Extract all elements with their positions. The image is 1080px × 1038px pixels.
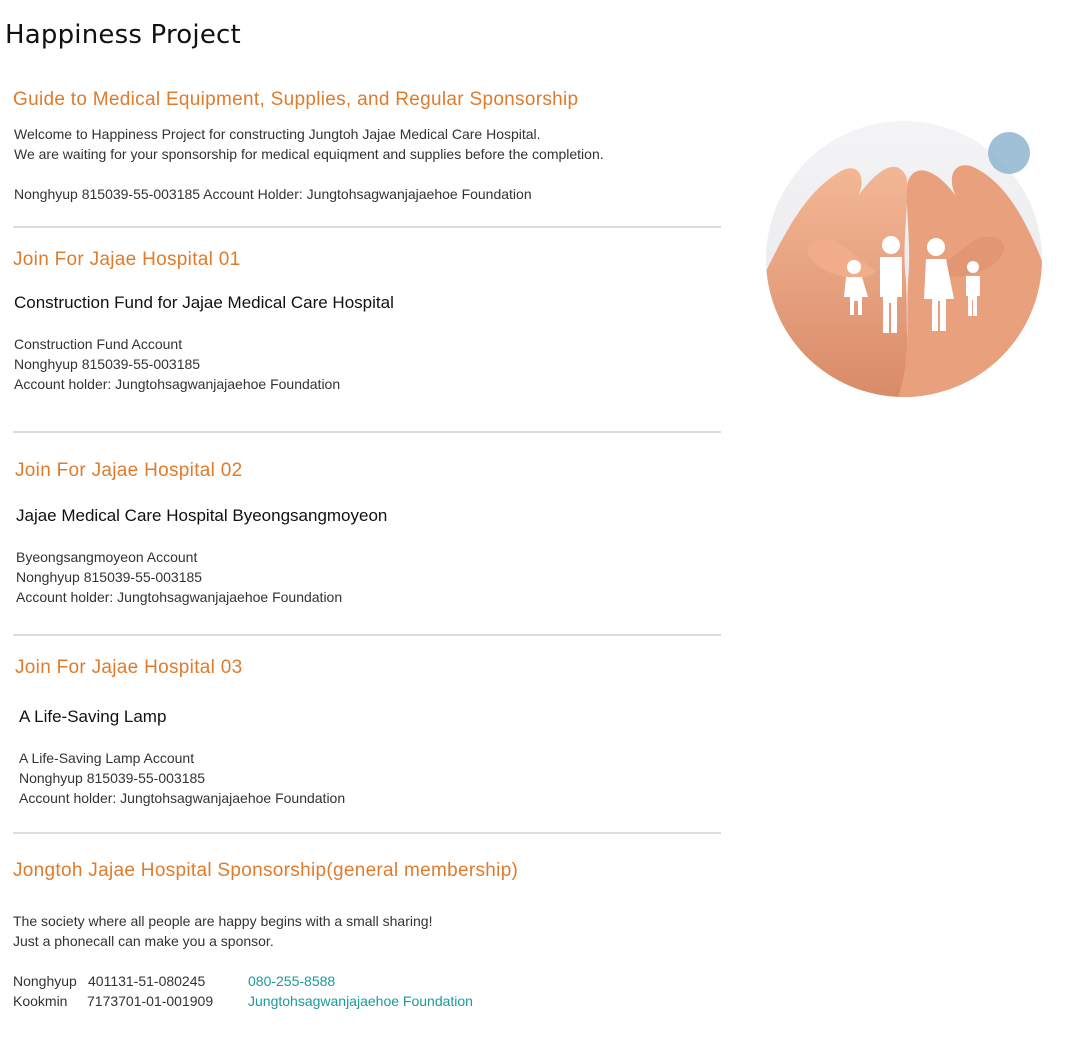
section-02-subtitle: Jajae Medical Care Hospital Byeongsangmoyeon (16, 506, 388, 525)
decorative-bubble (988, 132, 1030, 174)
divider (13, 634, 721, 636)
phone-link[interactable]: 080-255-8588 (248, 973, 336, 989)
section-03-account-name: A Life-Saving Lamp Account (19, 750, 195, 766)
section-03-holder: Account holder: Jungtohsagwanjajaehoe Foundation (19, 790, 346, 806)
section-02-heading: Join For Jajae Hospital 02 (15, 460, 243, 481)
page-title: Happiness Project (5, 20, 241, 50)
intro-account: Nonghyup 815039-55-003185 Account Holder: Jungtohsagwanjajaehoe Foundation (14, 186, 532, 202)
section-03-details (19, 748, 345, 808)
section-01-subtitle: Construction Fund for Jajae Medical Care Hospital (14, 293, 394, 312)
divider (13, 226, 721, 228)
section-01-holder: Account holder: Jungtohsagwanjajaehoe Foundation (14, 376, 341, 392)
foundation-link[interactable]: Jungtohsagwanjajaehoe Foundation (248, 993, 473, 1009)
intro-heading: Guide to Medical Equipment, Supplies, and Regular Sponsorship (13, 89, 579, 110)
section-01-account-number: Nonghyup 815039-55-003185 (14, 356, 201, 372)
section-02-account-name: Byeongsangmoyeon Account (16, 549, 198, 565)
divider (13, 832, 721, 834)
bank-row (13, 971, 473, 991)
section-02-details (16, 547, 342, 607)
section-03-heading: Join For Jajae Hospital 03 (15, 657, 243, 678)
intro-text (14, 124, 604, 204)
bank-name: Kookmin (13, 993, 68, 1009)
bank-name: Nonghyup (13, 973, 77, 989)
intro-line-2: We are waiting for your sponsorship for medical equiqment and supplies before the completion. (14, 146, 604, 162)
section-03-subtitle: A Life-Saving Lamp (19, 707, 167, 726)
membership-accounts (13, 971, 473, 1011)
hero-image (766, 121, 1042, 397)
membership-line-1: The society where all people are happy begins with a small sharing! (13, 913, 433, 929)
bank-number: 7173701-01-001909 (87, 993, 214, 1009)
membership-heading: Jongtoh Jajae Hospital Sponsorship(general membership) (13, 860, 519, 881)
membership-line-2: Just a phonecall can make you a sponsor. (13, 933, 274, 949)
membership-text (13, 911, 432, 951)
section-02-account-number: Nonghyup 815039-55-003185 (16, 569, 203, 585)
divider (13, 431, 721, 433)
bank-number: 401131-51-080245 (88, 973, 206, 989)
section-01-details (14, 334, 340, 394)
section-01-heading: Join For Jajae Hospital 01 (13, 249, 241, 270)
intro-line-1: Welcome to Happiness Project for constructing Jungtoh Jajae Medical Care Hospital. (14, 126, 541, 142)
bank-row (13, 991, 473, 1011)
section-01-account-name: Construction Fund Account (14, 336, 183, 352)
section-02-holder: Account holder: Jungtohsagwanjajaehoe Foundation (16, 589, 343, 605)
section-03-account-number: Nonghyup 815039-55-003185 (19, 770, 206, 786)
